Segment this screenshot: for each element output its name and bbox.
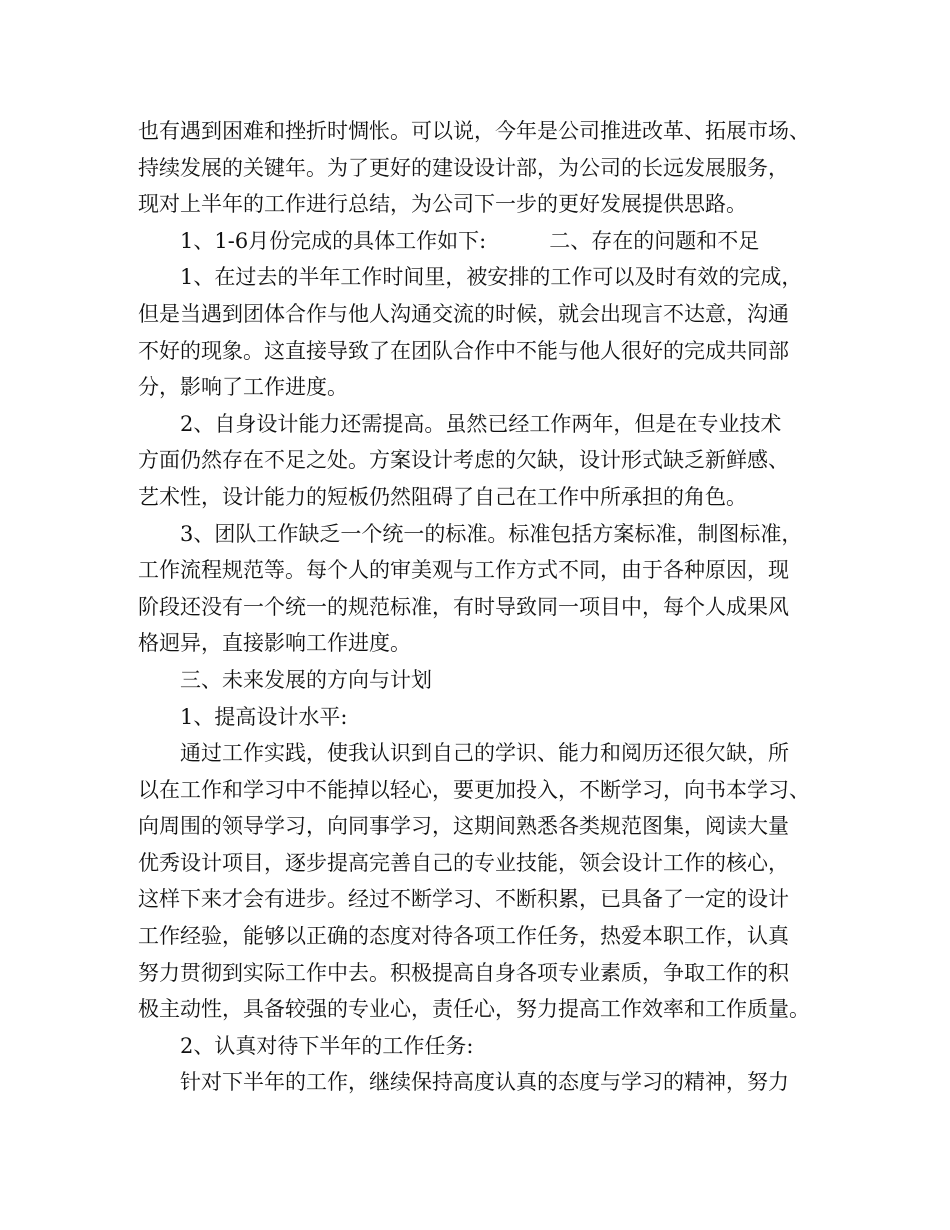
- document-body: [138, 113, 828, 1101]
- section-heading-line: 三、未来发展的方向与计划: [138, 667, 432, 692]
- text-line: 针对下半年的工作，继续保持高度认真的态度与学习的精神，努力: [138, 1070, 789, 1095]
- text-line: 工作流程规范等。每个人的审美观与工作方式不同，由于各种原因，现: [138, 558, 789, 583]
- text-line: 向周围的领导学习，向同事学习，这期间熟悉各类规范图集，阅读大量: [138, 814, 789, 839]
- text-line: 分，影响了工作进度。: [138, 375, 348, 400]
- text-line: 这样下来才会有进步。经过不断学习、不断积累，已具备了一定的设计: [138, 887, 789, 912]
- section-heading-line: 1、1-6月份完成的具体工作如下: 二、存在的问题和不足: [138, 228, 760, 253]
- text-line: 以在工作和学习中不能掉以轻心，要更加投入，不断学习，向书本学习、: [138, 777, 810, 802]
- text-line: 极主动性，具备较强的专业心，责任心，努力提高工作效率和工作质量。: [138, 997, 810, 1022]
- text-line: 3、团队工作缺乏一个统一的标准。标准包括方案标准，制图标准，: [138, 521, 803, 546]
- text-line: 现对上半年的工作进行总结，为公司下一步的更好发展提供思路。: [138, 192, 747, 217]
- text-line: 艺术性，设计能力的短板仍然阻碍了自己在工作中所承担的角色。: [138, 484, 747, 509]
- text-line: 2、自身设计能力还需提高。虽然已经工作两年，但是在专业技术: [138, 411, 782, 436]
- text-line: 也有遇到困难和挫折时惆怅。可以说，今年是公司推进改革、拓展市场、: [138, 119, 810, 143]
- text-line: 不好的现象。这直接导致了在团队合作中不能与他人很好的完成共同部: [138, 338, 789, 363]
- text-line: 优秀设计项目，逐步提高完善自己的专业技能，领会设计工作的核心，: [138, 850, 789, 875]
- subheading-line: 1、提高设计水平:: [138, 704, 348, 729]
- text-line: 通过工作实践，使我认识到自己的学识、能力和阅历还很欠缺，所: [138, 741, 789, 766]
- text-line: 持续发展的关键年。为了更好的建设设计部，为公司的长远发展服务，: [138, 155, 789, 180]
- text-line: 工作经验，能够以正确的态度对待各项工作任务，热爱本职工作，认真: [138, 924, 789, 949]
- text-line: 阶段还没有一个统一的规范标准，有时导致同一项目中，每个人成果风: [138, 594, 789, 619]
- text-line: 方面仍然存在不足之处。方案设计考虑的欠缺，设计形式缺乏新鲜感、: [138, 448, 789, 473]
- text-line: 1、在过去的半年工作时间里，被安排的工作可以及时有效的完成，: [138, 265, 803, 290]
- text-line: 努力贯彻到实际工作中去。积极提高自身各项专业素质，争取工作的积: [138, 960, 789, 985]
- text-line: 格迥异，直接影响工作进度。: [138, 631, 411, 656]
- text-line: 但是当遇到团体合作与他人沟通交流的时候，就会出现言不达意，沟通: [138, 301, 789, 326]
- subheading-line: 2、认真对待下半年的工作任务:: [138, 1033, 474, 1058]
